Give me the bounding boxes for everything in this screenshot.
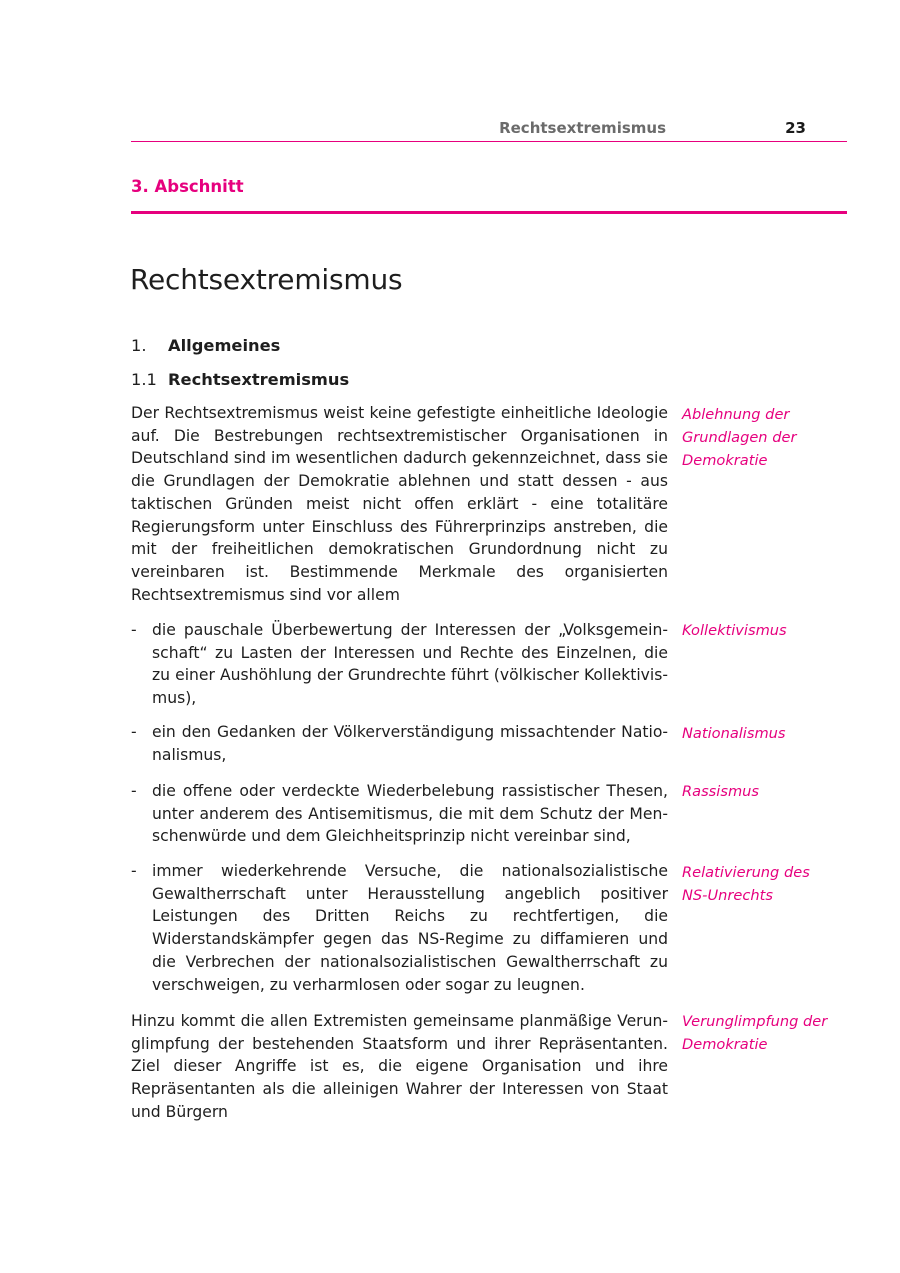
margin-note: Rassismus	[682, 783, 760, 800]
list-item-text: ein den Gedanken der Völkerverständigung missachtender Nationalismus,	[152, 723, 668, 764]
heading-text: Allgemeines	[168, 336, 281, 355]
body-paragraph: Der Rechtsextremismus weist keine gefestigte einheitliche Ideologie auf. Die Bestrebungen rechtsextremistischer Organisationen in Deutschland sind im wesentlichen dadurch gekennzeichnet, dass sie die Grundlagen der Demokratie ablehnen und statt dessen - aus taktischen Gründen meist nicht offen erklärt - eine totalitäre Regierungsform unter Einschluss des Führerprinzips anstreben, die mit der freiheitlichen demokratischen Grundordnung nicht zu vereinbaren ist. Bestimmende Merkmale des organisierten Rechtsextremismus sind vor allem	[131, 404, 668, 604]
list-item	[131, 619, 668, 710]
heading-rechtsextremismus	[131, 368, 349, 392]
margin-note: Kollektivismus	[682, 622, 787, 639]
list-item-text: immer wiederkehrende Versuche, die nationalsozialistische Gewaltherrschaft unter Herausstellung angeblich positiver Leistungen des Dritten Reichs zu rechtfertigen, die Widerstandskämpfer gegen das NS-Regime zu diffamieren und die Verbrechen der nationalsozialistischen Gewaltherrschaft zu verschweigen, zu verharmlosen oder sogar zu leugnen.	[152, 862, 668, 994]
list-item	[131, 860, 668, 996]
body-paragraph: Hinzu kommt die allen Extremisten gemeinsame planmäßige Verunglimpfung der bestehenden Staatsform und ihrer Repräsentanten. Ziel dieser Angriffe ist es, die eigene Organisation und ihre Repräsentanten als die alleinigen Wahrer der Interessen von Staat und Bürgern	[131, 1012, 668, 1121]
heading-number: 1.	[131, 336, 147, 355]
margin-note: Ablehnung der Grundlagen der Demokratie	[682, 406, 797, 469]
margin-note: Verunglimpfung der Demokratie	[682, 1013, 828, 1053]
list-item-text: die offene oder verdeckte Wiederbelebung rassistischer Thesen, unter anderem des Antisemitismus, die mit dem Schutz der Menschenwürde und dem Gleichheitsprinzip nicht vereinbar sind,	[152, 782, 668, 846]
heading-text: Rechtsextremismus	[168, 370, 350, 389]
heading-allgemeines	[131, 334, 280, 358]
page-number: 23	[785, 119, 806, 137]
running-head-rule	[131, 141, 847, 142]
list-dash: -	[131, 723, 137, 741]
heading-number: 1.1	[131, 370, 157, 389]
section-rule	[131, 211, 847, 214]
list-dash: -	[131, 621, 137, 639]
margin-note: Relativierung des NS-Unrechts	[682, 864, 810, 904]
running-head	[131, 117, 847, 139]
section-label: 3. Abschnitt	[131, 177, 244, 196]
list-item	[131, 780, 668, 848]
margin-note: Nationalismus	[682, 725, 786, 742]
list-item-text: die pauschale Überbewertung der Interessen der „Volksgemeinschaft“ zu Lasten der Interessen und Rechte des Einzelnen, die zu einer Aushöhlung der Grundrechte führt (völkischer Kollektivismus),	[152, 621, 668, 708]
list-item	[131, 721, 668, 766]
chapter-title: Rechtsextremismus	[130, 263, 403, 296]
running-head-title: Rechtsextremismus	[499, 119, 666, 137]
list-dash: -	[131, 862, 137, 880]
list-dash: -	[131, 782, 137, 800]
